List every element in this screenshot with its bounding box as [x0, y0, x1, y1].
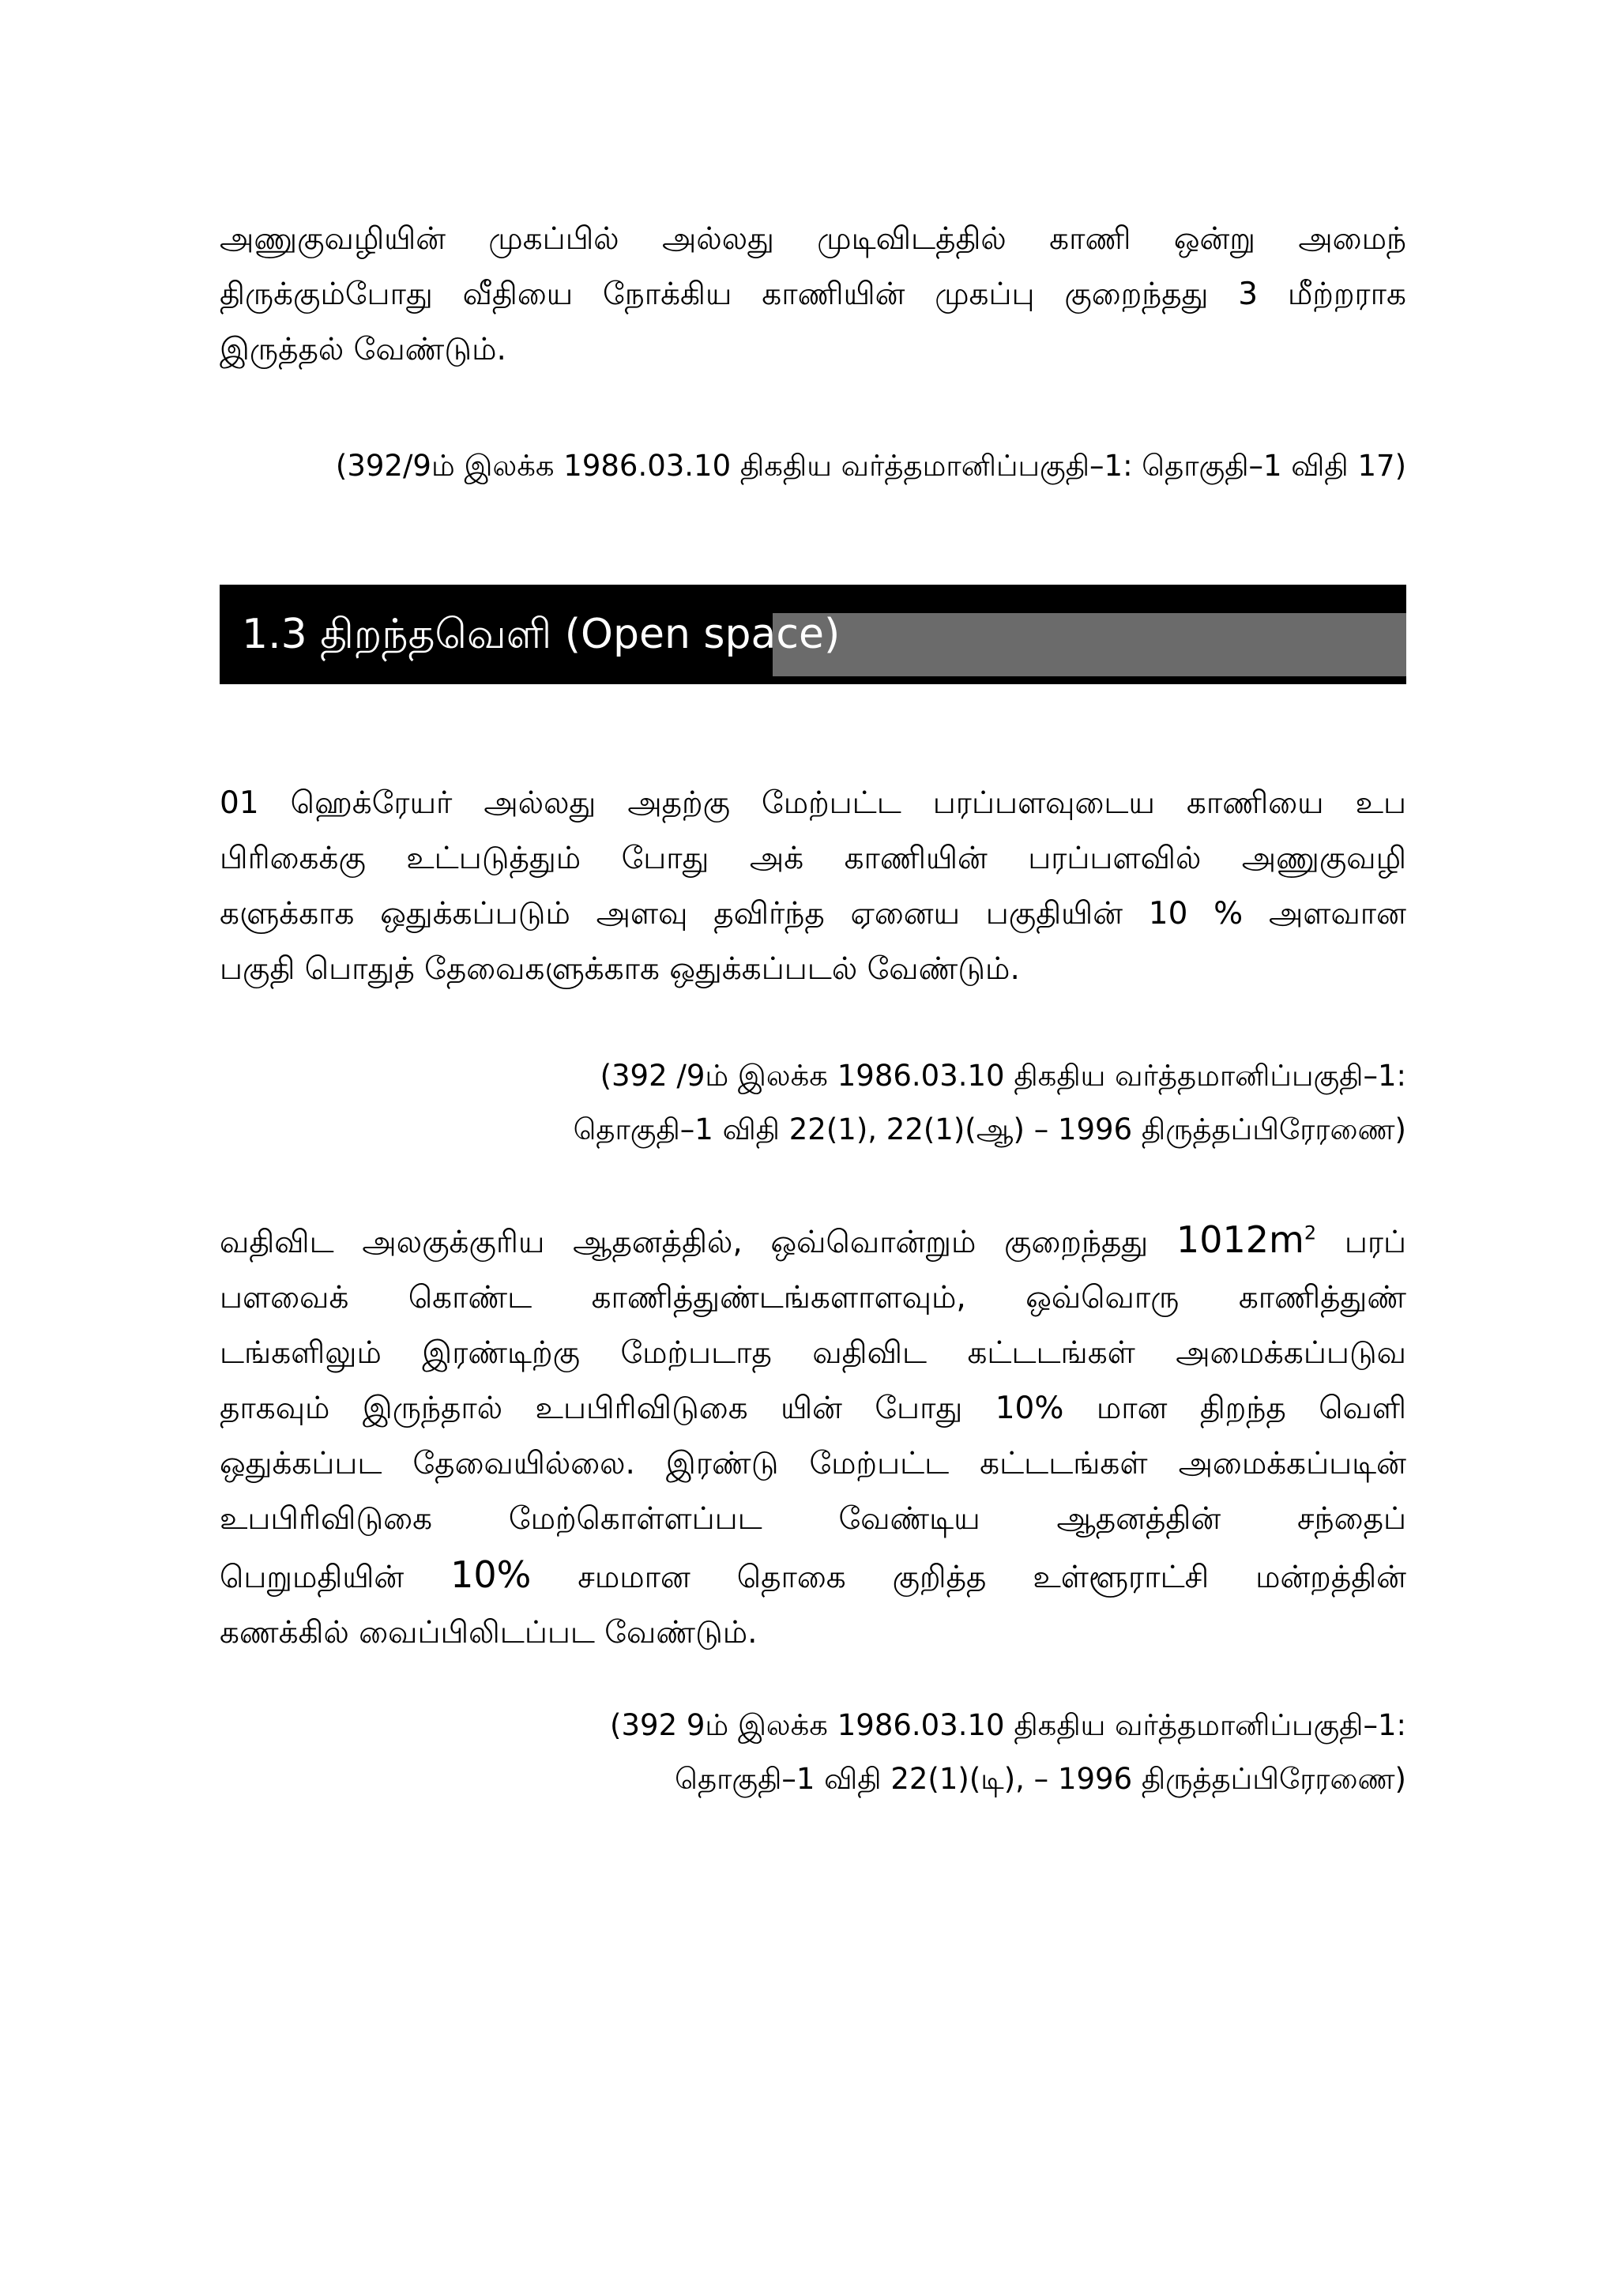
paragraph-line [220, 1212, 1406, 1270]
section-heading-accent [773, 613, 1406, 676]
paragraph-access-road-frontage [220, 212, 1406, 378]
paragraph-line: அணுகுவழியின் முகப்பில் அல்லது முடிவிடத்தில் காணி ஒன்று அமைந் [220, 221, 1406, 257]
section-heading [242, 600, 840, 668]
area-value [1176, 1218, 1316, 1261]
paragraph-text: பெறுமதியின் [220, 1560, 404, 1595]
paragraph-residential-exemption [220, 1212, 1406, 1661]
area-number: 1012m [1176, 1218, 1304, 1261]
citation-line: (392 9ம் இலக்க 1986.03.10 திகதிய வர்த்தமானிப்பகுதி–1: [610, 1708, 1406, 1742]
citation-line: (392 /9ம் இலக்க 1986.03.10 திகதிய வர்த்தமானிப்பகுதி–1: [600, 1059, 1406, 1093]
paragraph-line: பளவைக் கொண்ட காணித்துண்டங்களாளவும், ஒவ்வொரு காணித்துண் [220, 1280, 1406, 1315]
paragraph-text: சமமான தொகை குறித்த உள்ளூராட்சி மன்றத்தின் [578, 1560, 1407, 1595]
paragraph-line: 01 ஹெக்ரேயர் அல்லது அதற்கு மேற்பட்ட பரப்பளவுடைய காணியை உப [220, 785, 1406, 821]
paragraph-line: உபபிரிவிடுகை மேற்கொள்ளப்பட வேண்டிய ஆதனத்தின் சந்தைப் [220, 1501, 1406, 1537]
citation-gazette-rule-17 [336, 439, 1406, 493]
paragraph-open-space-requirement [220, 776, 1406, 997]
paragraph-line: பகுதி பொதுத் தேவைகளுக்காக ஒதுக்கப்படல் வேண்டும். [220, 951, 1020, 987]
paragraph-line: டங்களிலும் இரண்டிற்கு மேற்படாத வதிவிட கட்டடங்கள் அமைக்கப்படுவ [220, 1335, 1406, 1371]
citation-gazette-rule-22-1 [574, 1049, 1406, 1157]
paragraph-line: ஒதுக்கப்பட தேவையில்லை. இரண்டு மேற்பட்ட கட்டடங்கள் அமைக்கப்படின் [220, 1446, 1406, 1481]
paragraph-text: வதிவிட அலகுக்குரிய ஆதனத்தில், ஒவ்வொன்றும் குறைந்தது [220, 1225, 1149, 1260]
section-title: திறந்தவெளி (Open space) [320, 611, 841, 658]
citation-line: தொகுதி–1 விதி 22(1), 22(1)(ஆ) – 1996 திருத்தப்பிரேரணை) [573, 1112, 1406, 1146]
section-heading-bar [220, 585, 1406, 684]
citation-line: தொகுதி–1 விதி 22(1)(டி), – 1996 திருத்தப்பிரேரணை) [675, 1762, 1406, 1796]
paragraph-line: கணக்கில் வைப்பிலிடப்பட வேண்டும். [220, 1615, 758, 1650]
paragraph-line: தாகவும் இருந்தால் உபபிரிவிடுகை யின் போது 10% மான திறந்த வெளி [220, 1391, 1406, 1426]
paragraph-line: பிரிகைக்கு உட்படுத்தும் போது அக் காணியின் பரப்பளவில் அணுகுவழி [220, 841, 1406, 876]
citation-line: (392/9ம் இலக்க 1986.03.10 திகதிய வர்த்தமானிப்பகுதி–1: தொகுதி–1 விதி 17) [335, 449, 1406, 483]
percentage-value: 10% [450, 1553, 532, 1596]
citation-gazette-rule-22-1-d [610, 1699, 1406, 1806]
paragraph-line [220, 1547, 1406, 1605]
paragraph-line: இருத்தல் வேண்டும். [220, 332, 506, 367]
section-number: 1.3 [242, 611, 307, 658]
area-exponent: 2 [1304, 1221, 1317, 1244]
paragraph-line: களுக்காக ஒதுக்கப்படும் அளவு தவிர்ந்த ஏனைய பகுதியின் 10 % அளவான [220, 896, 1406, 932]
paragraph-line: திருக்கும்போது வீதியை நோக்கிய காணியின் முகப்பு குறைந்தது 3 மீற்றராக [220, 277, 1406, 312]
paragraph-text: பரப் [1344, 1225, 1407, 1260]
